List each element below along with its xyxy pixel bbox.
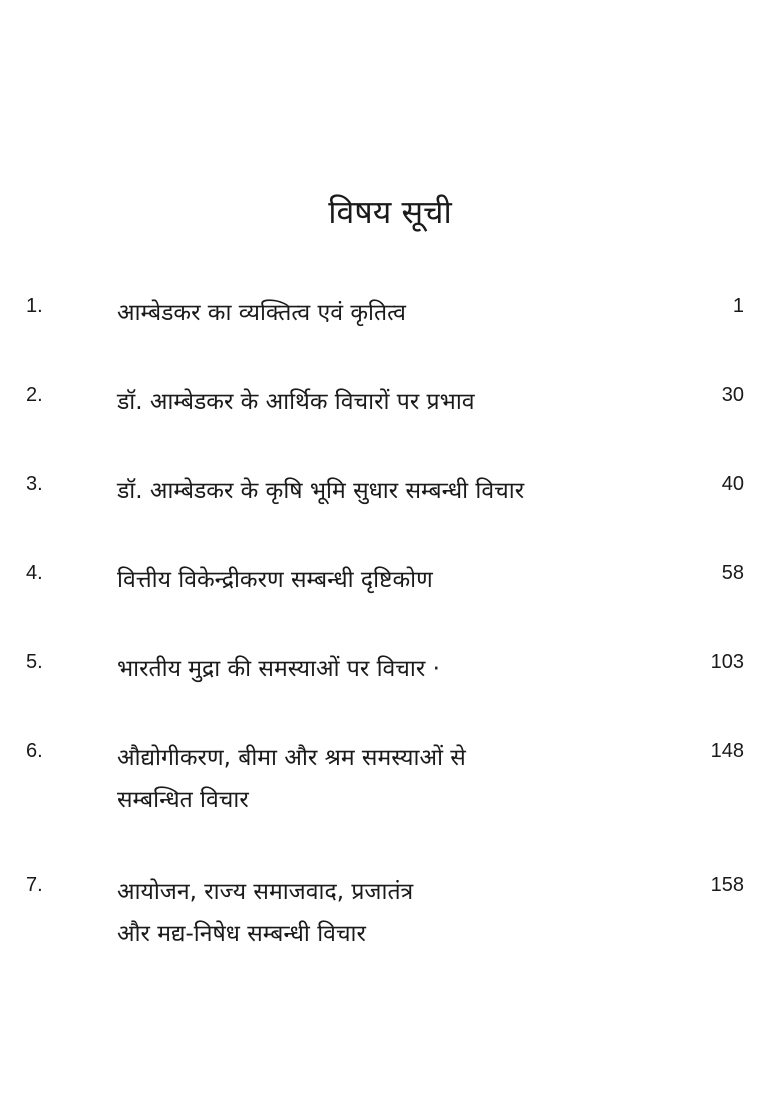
chapter-number: 1. (26, 295, 43, 317)
chapter-number: 7. (26, 874, 43, 896)
chapter-number: 3. (26, 473, 43, 495)
page-number: 30 (721, 384, 744, 406)
page-number: 158 (710, 874, 744, 896)
toc-entry (0, 473, 780, 563)
toc-entry (0, 295, 780, 385)
page-number: 103 (710, 651, 744, 673)
page-title: विषय सूची (328, 193, 452, 231)
page-number: 148 (710, 740, 744, 762)
chapter-title: डॉ. आम्बेडकर के आर्थिक विचारों पर प्रभाव (117, 389, 475, 415)
chapter-title: वित्तीय विकेन्द्रीकरण सम्बन्धी दृष्टिकोण (117, 567, 433, 593)
chapter-title: भारतीय मुद्रा की समस्याओं पर विचार · (117, 656, 440, 682)
chapter-title: आयोजन, राज्य समाजवाद, प्रजातंत्र (117, 879, 414, 905)
toc-entry (0, 651, 780, 741)
page-number: 1 (732, 295, 744, 317)
chapter-number: 4. (26, 562, 43, 584)
chapter-title: औद्योगीकरण, बीमा और श्रम समस्याओं से (117, 745, 466, 771)
toc-entry (0, 384, 780, 474)
chapter-title-continued: और मद्य-निषेध सम्बन्धी विचार (117, 921, 366, 947)
chapter-title-continued: सम्बन्धित विचार (117, 787, 249, 813)
toc-entry (0, 740, 780, 830)
chapter-number: 5. (26, 651, 43, 673)
toc-entry (0, 562, 780, 652)
page-number: 58 (721, 562, 744, 584)
chapter-number: 2. (26, 384, 43, 406)
chapter-title: डॉ. आम्बेडकर के कृषि भूमि सुधार सम्बन्धी विचार (117, 478, 525, 504)
chapter-title: आम्बेडकर का व्यक्तित्व एवं कृतित्व (117, 300, 406, 326)
chapter-number: 6. (26, 740, 43, 762)
toc-entry (0, 874, 780, 964)
page-number: 40 (721, 473, 744, 495)
